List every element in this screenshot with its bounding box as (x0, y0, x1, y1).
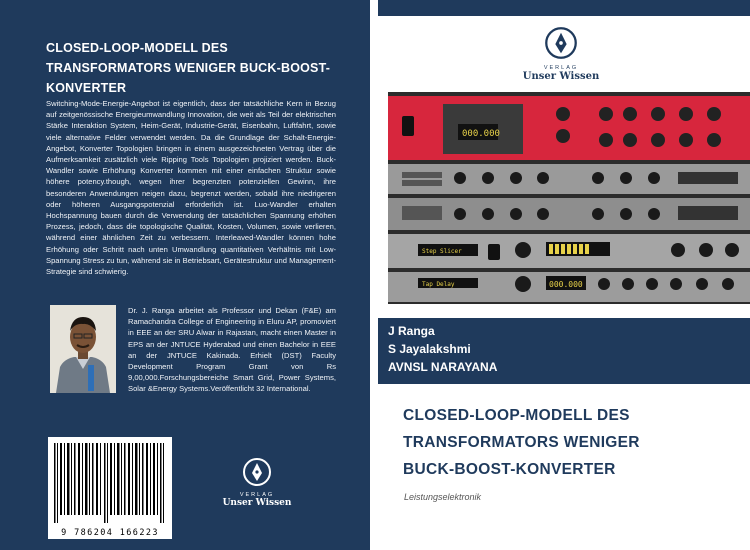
publisher-logo-back (222, 457, 292, 508)
front-top-bar (378, 0, 750, 16)
svg-text:Step Slicer: Step Slicer (422, 248, 462, 255)
author-photo (50, 305, 116, 393)
author-name: J Ranga (388, 324, 435, 338)
author-band (378, 318, 750, 384)
svg-text:000.000: 000.000 (549, 280, 583, 289)
isbn-barcode (48, 437, 172, 539)
cover-image-audio-rack (388, 92, 750, 304)
back-title: CLOSED-LOOP-MODELL DES TRANSFORMATORS WENIGER BUCK-BOOST-KONVERTER (46, 41, 331, 95)
subtitle: Leistungselektronik (404, 492, 482, 502)
front-title-line: BUCK-BOOST-KONVERTER (403, 461, 616, 478)
spine (370, 0, 378, 550)
svg-text:Tap Delay: Tap Delay (422, 281, 455, 288)
publisher-verlag: VERLAG (239, 492, 275, 498)
pen-nib-icon (242, 457, 272, 487)
svg-text:000.000: 000.000 (462, 129, 500, 139)
front-title (403, 402, 733, 483)
publisher-verlag: VERLAG (543, 65, 579, 71)
author-bio: Dr. J. Ranga arbeitet als Professor und Dekan (F&E) am Ramachandra College of Engineering in Eluru AP, promoviert in EEE an der SRU Alwar in Rajastan, macht einen Master in EPS an der JNTUCE Hyderabad und einen Bachelor in EEE an der JNTUCE Kakinada. Erhielt (DST) Faculty Development Program Grant von Rs 9,00,000.Forschungsbereiche Smart Grid, Power Systems, Solar &Energy Systems.Veröffentlicht 32 International. (128, 306, 336, 394)
publisher-name: Unser Wissen (522, 71, 600, 82)
publisher-logo-front (511, 26, 611, 82)
front-title-line: TRANSFORMATORS WENIGER (403, 434, 640, 451)
isbn-number: 9 786204 166223 (61, 528, 159, 538)
front-title-line: CLOSED-LOOP-MODELL DES (403, 407, 630, 424)
pen-nib-icon (544, 26, 578, 60)
back-cover (0, 0, 370, 550)
author-name: S Jayalakshmi (388, 342, 471, 356)
author-name: AVNSL NARAYANA (388, 360, 498, 374)
back-blurb: Switching-Mode-Energie-Angebot ist eigentlich, dass der tatsächliche Kern in Bezug auf zeitgenössische Energieumwandlung Innovation, die weit als Teil der elektrischen Stärke Interaktion System, Heim-Gerät, Industrie-Gerät, Eisenbahn, Luftfahrt, sowie viele alternative Felder verwendet werden. Da die Grundlage der Schalt-Energie-Angebot, Konverter Topologien bringen in einem ausgezeichneten Vertrag über die Aufmerksamkeit zusätzlich viele Ripping Tools Topologien projiziert werden. Buck-Wandler sowie Erhöhung Konverter kommen mit einer einfachen Struktur sowie höhere potency.though, wegen ihrer begrenzten potenziellen Gewinn, ihre besonderen Anwendungen neigen dazu, begrenzt werden, sobald ihre niedrigeren oder höheren Ausgangspotenzial erforderlich ist. Luo-Wandler erhalten Hochspannung bauen durch die Verwendung der tatsächlichen Spannung erhöhen Prozess, jedoch, dass die topologische Qualität, Kosten, Volumen, sowie verlieren, während einer ähnlichen Zeit zu verbessern. Interleaved-Wandler können hohe Erhöhung oder Schritt nach unten Umwandlung quantitativen Verhältnis mit Low-Spannung Stress zu tun, während sie in Betriebsart, Gerätestruktur und Management-Strategie sind schwierig. (46, 99, 336, 277)
publisher-name: Unser Wissen (222, 498, 292, 508)
